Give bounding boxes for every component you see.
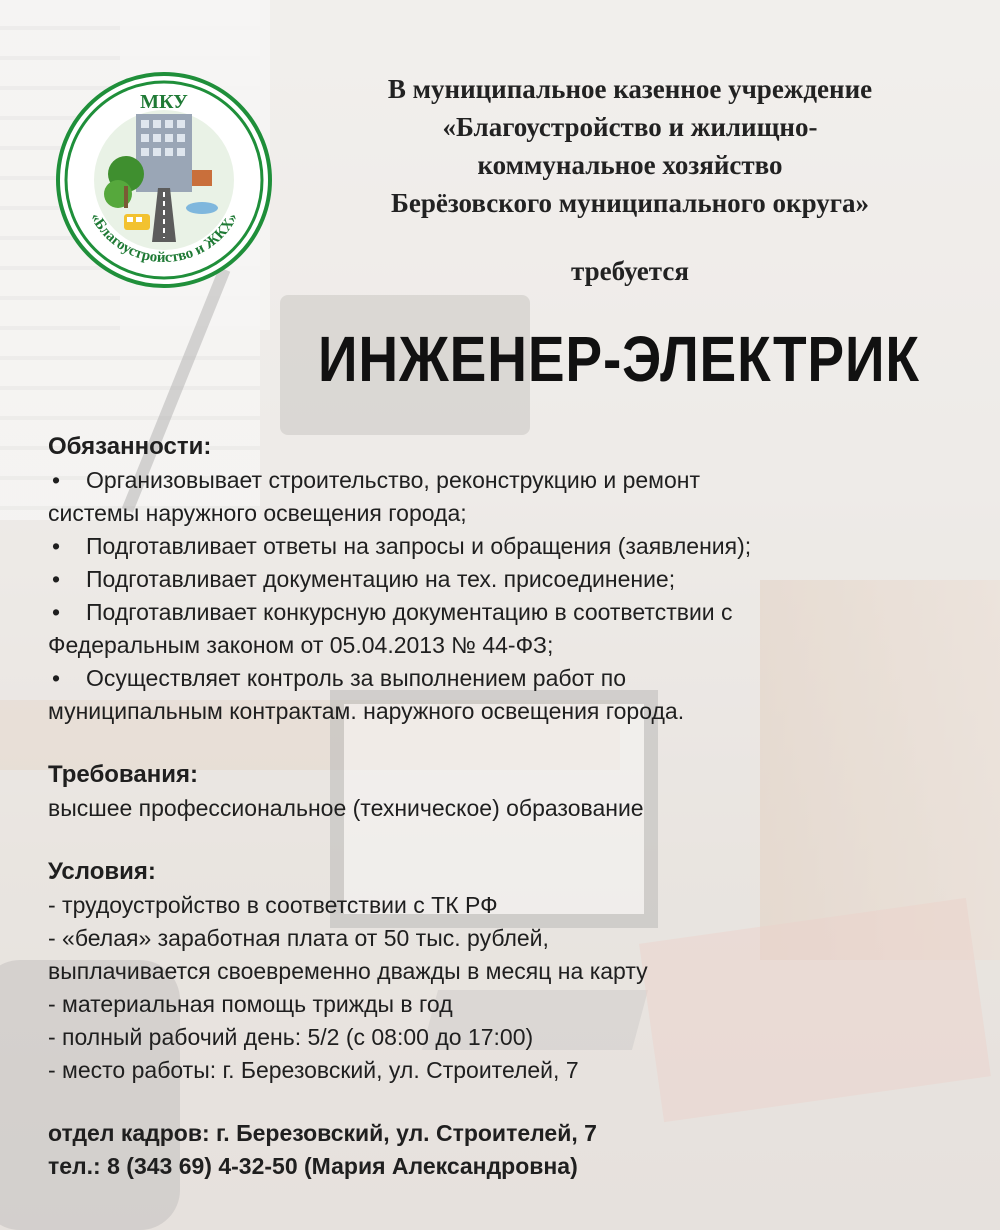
- condition-item: - трудоустройство в соответствии с ТК РФ: [48, 892, 498, 918]
- header-line: коммунальное хозяйство: [477, 150, 783, 180]
- condition-item: - «белая» заработная плата от 50 тыс. рублей,: [48, 925, 549, 951]
- logo-top-text: МКУ: [140, 91, 188, 113]
- organization-logo: [56, 72, 272, 288]
- duty-item: • Подготавливает ответы на запросы и обращения (заявления);: [48, 530, 968, 563]
- header-line: «Благоустройство и жилищно-: [442, 112, 818, 142]
- duty-item-continuation: Федеральным законом от 05.04.2013 № 44-ФЗ;: [48, 632, 554, 658]
- hr-phone: тел.: 8 (343 69) 4-32-50 (Мария Александровна): [48, 1153, 578, 1179]
- hr-address: отдел кадров: г. Березовский, ул. Строителей, 7: [48, 1120, 597, 1146]
- bullet-icon: •: [52, 467, 61, 493]
- requirement-text: высшее профессиональное (техническое) образование: [48, 795, 644, 821]
- header-line: Берёзовского муниципального округа»: [391, 188, 869, 218]
- requirements-title: Требования:: [48, 761, 198, 788]
- duty-item-continuation: системы наружного освещения города;: [48, 500, 467, 526]
- bullet-icon: •: [52, 566, 61, 592]
- bullet-icon: •: [52, 599, 61, 625]
- duty-item-continuation: муниципальным контрактам. наружного освещения города.: [48, 698, 685, 724]
- conditions-title: Условия:: [48, 858, 156, 885]
- vacancy-content: [48, 430, 968, 1183]
- condition-item: - полный рабочий день: 5/2 (с 08:00 до 17:00): [48, 1024, 534, 1050]
- job-title: ИНЖЕНЕР-ЭЛЕКТРИК: [318, 323, 920, 395]
- header-line: В муниципальное казенное учреждение: [387, 74, 873, 104]
- duty-item: • Подготавливает конкурсную документацию в соответствии с: [48, 596, 968, 629]
- required-label: требуется: [571, 256, 689, 286]
- employer-header: [310, 70, 950, 222]
- logo-ring-text: «Благоустройство и ЖКХ»: [86, 210, 242, 267]
- bullet-icon: •: [52, 665, 61, 691]
- duty-item: • Подготавливает документацию на тех. присоединение;: [48, 563, 968, 596]
- bullet-icon: •: [52, 533, 61, 559]
- condition-item: выплачивается своевременно дважды в месяц на карту: [48, 958, 648, 984]
- condition-item: - место работы: г. Березовский, ул. Строителей, 7: [48, 1057, 579, 1083]
- duty-item: • Организовывает строительство, реконструкцию и ремонт: [48, 464, 968, 497]
- duty-item: • Осуществляет контроль за выполнением работ по: [48, 662, 968, 695]
- condition-item: - материальная помощь трижды в год: [48, 991, 453, 1017]
- duties-title: Обязанности:: [48, 433, 212, 460]
